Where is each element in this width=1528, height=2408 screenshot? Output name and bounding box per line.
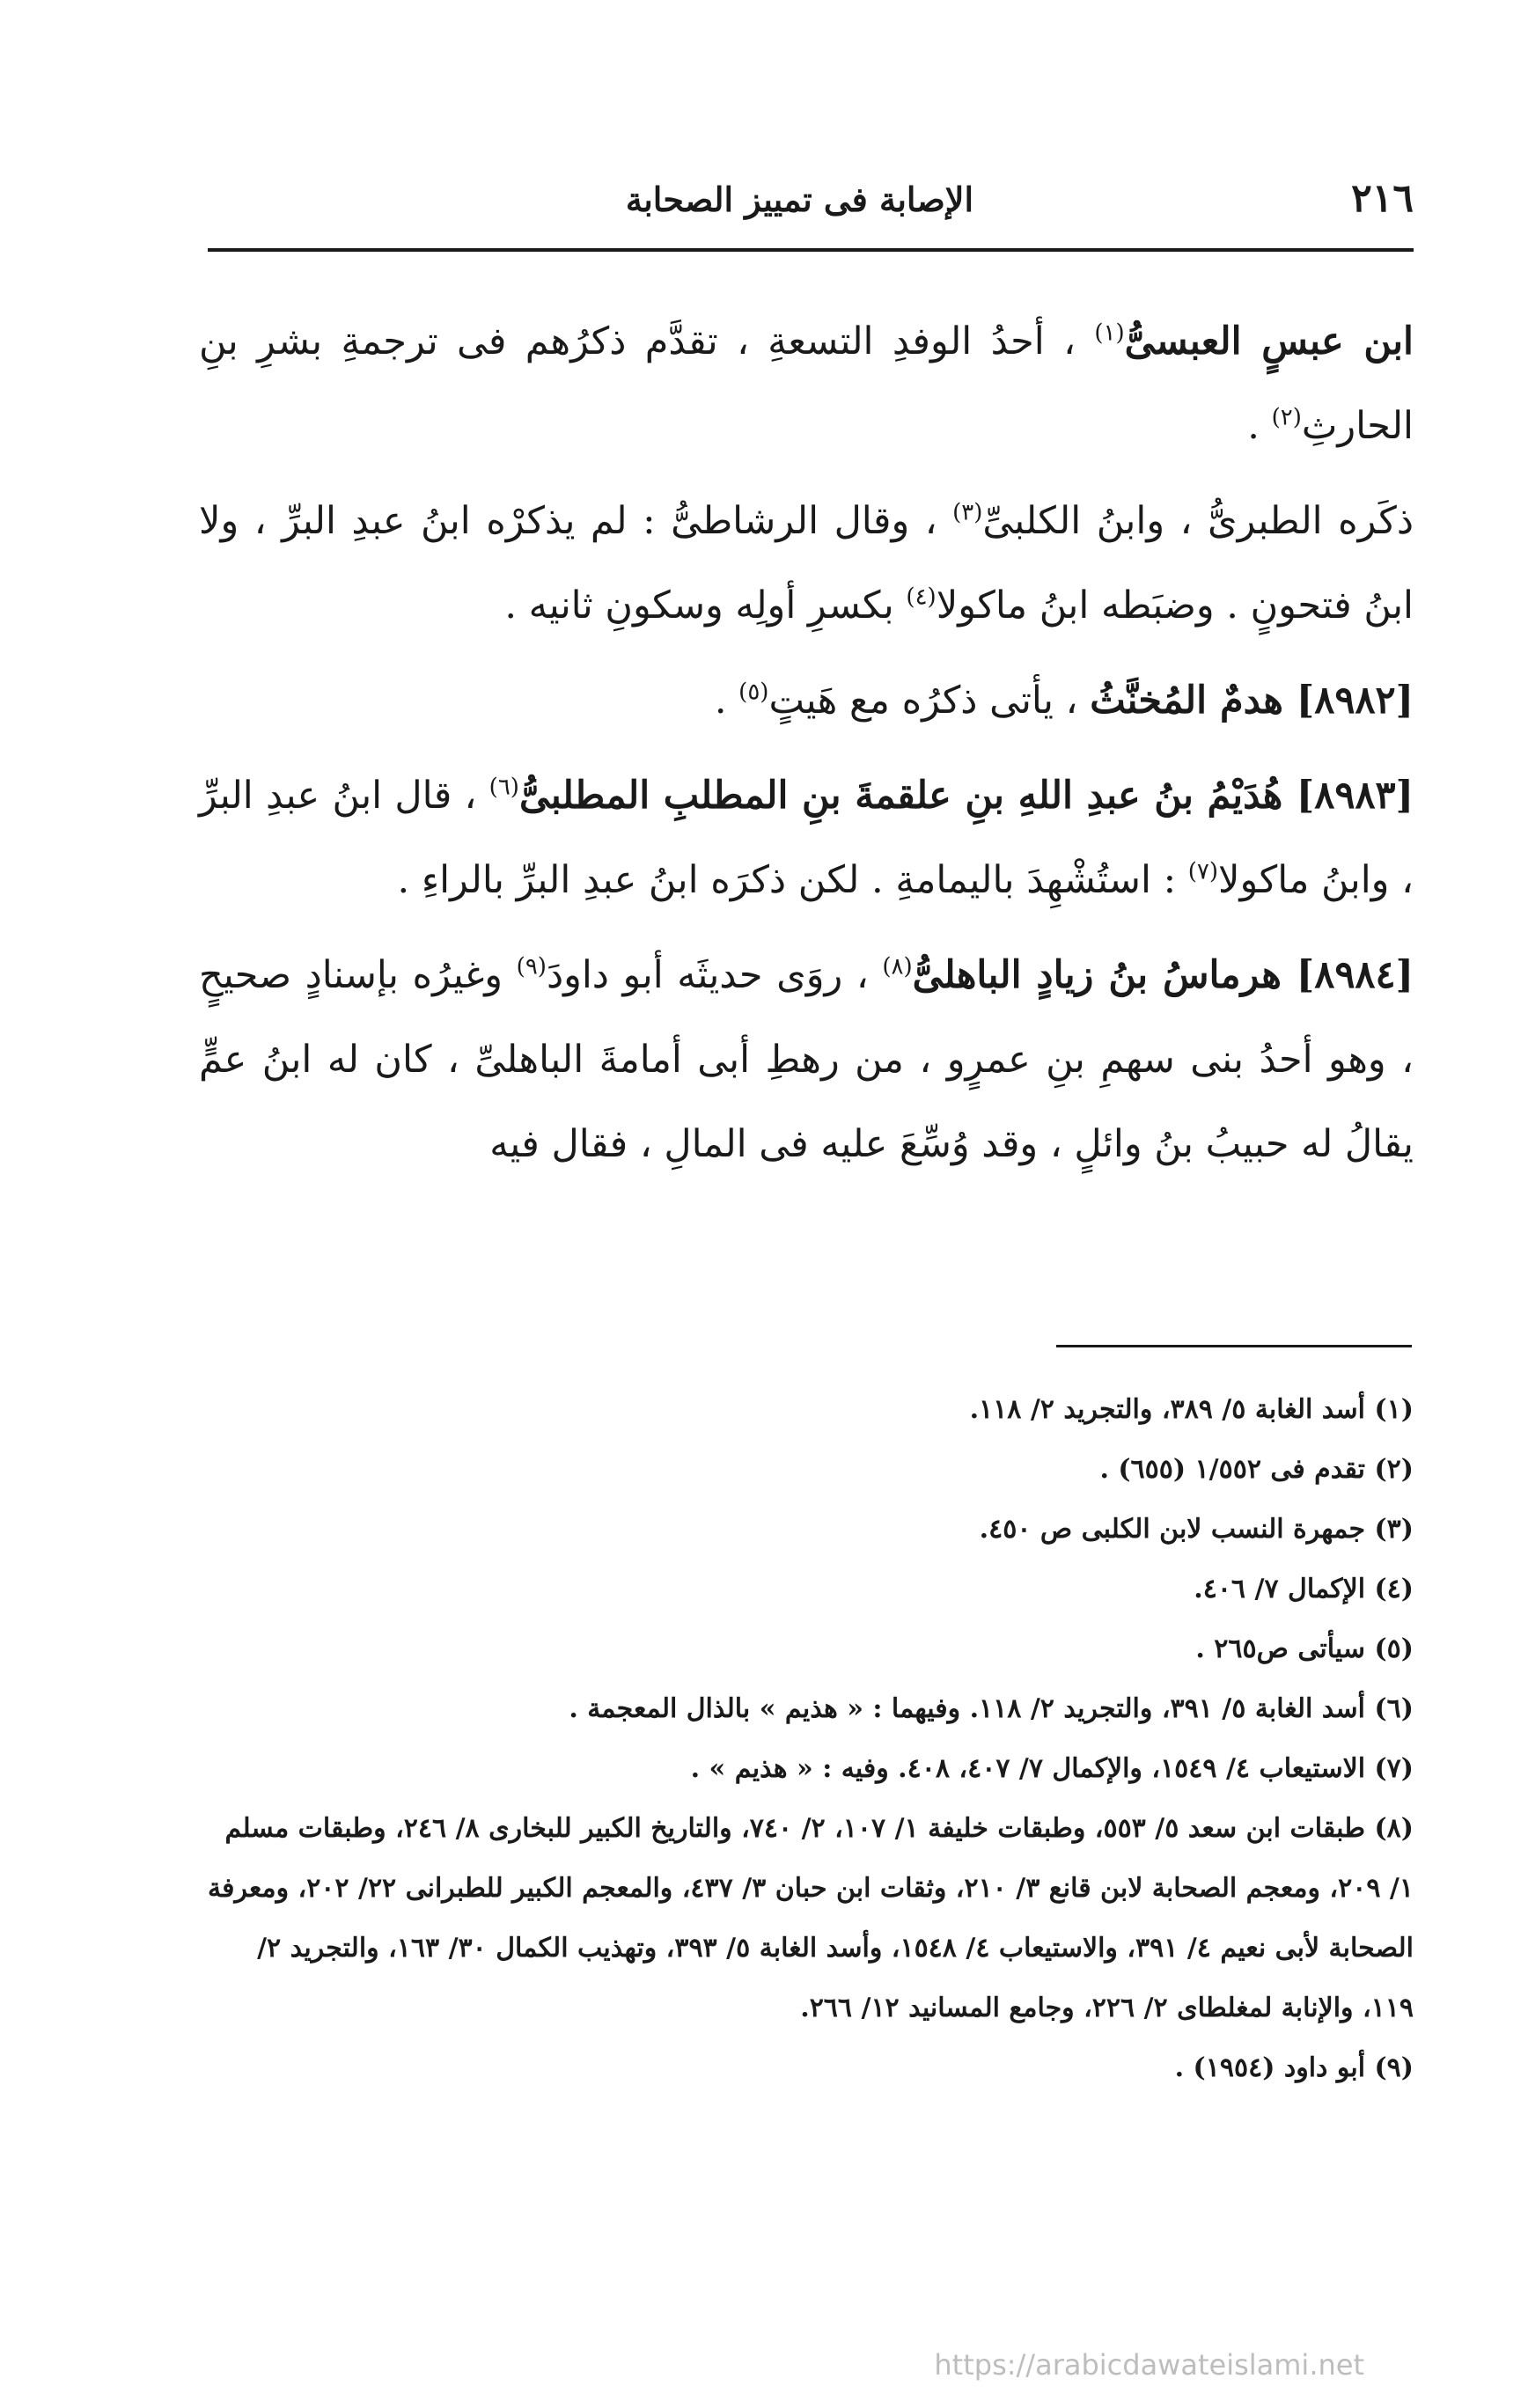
paragraph-1	[199, 299, 1414, 468]
paragraph-text: ، وقال الرشاطىُّ : لم يذكرْه ابنُ عبدِ البرِّ ، ولا ابنُ فتحونٍ . وضبَطه ابنُ ماكولا	[199, 499, 1414, 628]
footnote-ref: (٦)	[489, 774, 519, 801]
page-header	[208, 176, 1414, 238]
paragraph-2	[199, 479, 1414, 648]
footnote-3: (٣) جمهرة النسب لابن الكلبى ص ٤٥٠.	[979, 1514, 1414, 1545]
footnotes	[199, 1380, 1414, 2098]
paragraph-text: ، روَى حديثَه أبو داودَ	[546, 953, 883, 997]
footnote-ref: (٢)	[1271, 404, 1302, 431]
paragraph-text: .	[1247, 404, 1272, 448]
paragraph-text: ذكَره الطبرىُّ ، وابنُ الكلبىِّ	[982, 499, 1414, 543]
footnote-ref: (١)	[1094, 319, 1125, 347]
paragraph-text: بكسرِ أولِه وسكونِ ثانيه .	[504, 584, 907, 628]
header-rule	[208, 248, 1414, 252]
entry-heading: [٨٩٨٣] هُدَيْمُ بنُ عبدِ اللهِ بنِ علقمةَ بنِ المطلبِ المطلبىُّ	[518, 774, 1414, 818]
footnote-7: (٧) الاستيعاب ٤/ ١٥٤٩، والإكمال ٧/ ٤٠٧، ٤٠٨. وفيه : « هذيم » .	[690, 1753, 1414, 1784]
paragraph-text: وغيرُه بإسنادٍ صحيحٍ ، وهو أحدُ بنى سهمِ بنِ عمرٍو ، من رهطِ أبى أمامةَ الباهلىِّ ، كان له ابنُ عمٍّ يقالُ له حبيبُ بنُ وائلٍ ، وقد وُسِّعَ عليه فى المالِ ، فقال فيه	[199, 953, 1414, 1166]
footnote-9: (٩) أبو داود (١٩٥٤) .	[1174, 2052, 1414, 2083]
paragraph-text: ، قال ابنُ عبدِ البرِّ ، وابنُ ماكولا	[199, 774, 1414, 902]
paragraph-4	[199, 753, 1414, 922]
footnote-ref: (٧)	[1187, 858, 1219, 885]
entry-heading: [٨٩٨٢] هدمٌ المُخنَّثُ	[1090, 679, 1414, 723]
footnote-ref: (٥)	[738, 679, 769, 706]
footnote-ref: (٣)	[952, 499, 983, 526]
footnote-ref: (٨)	[882, 953, 913, 980]
footnote-ref: (٩)	[516, 953, 547, 980]
footnote-ref: (٤)	[906, 584, 937, 611]
footnote-5: (٥) سيأتى ص٢٦٥ .	[1195, 1633, 1414, 1664]
paragraph-text: : استُشْهِدَ باليمامةِ . لكن ذكرَه ابنُ عبدِ البرِّ بالراءِ .	[397, 858, 1188, 902]
watermark: https://arabicdawateislami.net	[934, 2348, 1364, 2382]
footnote-1: (١) أسد الغابة ٥/ ٣٨٩، والتجريد ٢/ ١١٨.	[969, 1394, 1414, 1425]
paragraph-3	[199, 658, 1414, 743]
footnote-4: (٤) الإكمال ٧/ ٤٠٦.	[1194, 1574, 1414, 1604]
running-title: الإصابة فى تمييز الصحابة	[625, 180, 973, 219]
main-text	[199, 299, 1414, 1197]
footnote-2: (٢) تقدم فى ١/٥٥٢ (٦٥٥) .	[1099, 1454, 1414, 1485]
paragraph-text: ، أحدُ الوفدِ التسعةِ ، تقدَّم ذكرُهم فى ترجمةِ بشرِ بنِ الحارثِ	[199, 319, 1414, 448]
paragraph-5	[199, 933, 1414, 1186]
footnote-6: (٦) أسد الغابة ٥/ ٣٩١، والتجريد ٢/ ١١٨. وفيهما : « هذيم » بالذال المعجمة .	[569, 1693, 1414, 1724]
page-number: ٢١٦	[1351, 176, 1414, 221]
footnote-separator	[1056, 1345, 1412, 1347]
entry-heading: [٨٩٨٤] هرماسُ بنُ زيادٍ الباهلىُّ	[912, 953, 1414, 997]
footnote-8: (٨) طبقات ابن سعد ٥/ ٥٥٣، وطبقات خليفة ١/ ١٠٧، ٢/ ٧٤٠، والتاريخ الكبير للبخارى ٨/ ٢٤٦، وطبقات مسلم ١/ ٢٠٩، ومعجم الصحابة لابن قانع ٣/ ٢١٠، وثقات ابن حبان ٣/ ٤٣٧، والمعجم الكبير للطبرانى ٢٢/ ٢٠٢، ومعرفة الصحابة لأبى نعيم ٤/ ٣٩١، والاستيعاب ٤/ ١٥٤٨، وأسد الغابة ٥/ ٣٩٣، وتهذيب الكمال ٣٠/ ١٦٣، والتجريد ٢/ ١١٩، والإنابة لمغلطاى ٢/ ٢٢٦، وجامع المسانيد ١٢/ ٢٦٦.	[208, 1813, 1414, 2023]
paragraph-text: ، يأتى ذكرُه مع هَيتٍ	[768, 679, 1091, 723]
paragraph-text: .	[714, 679, 739, 723]
entry-heading: ابن عبسٍ العبسىُّ	[1124, 319, 1414, 363]
